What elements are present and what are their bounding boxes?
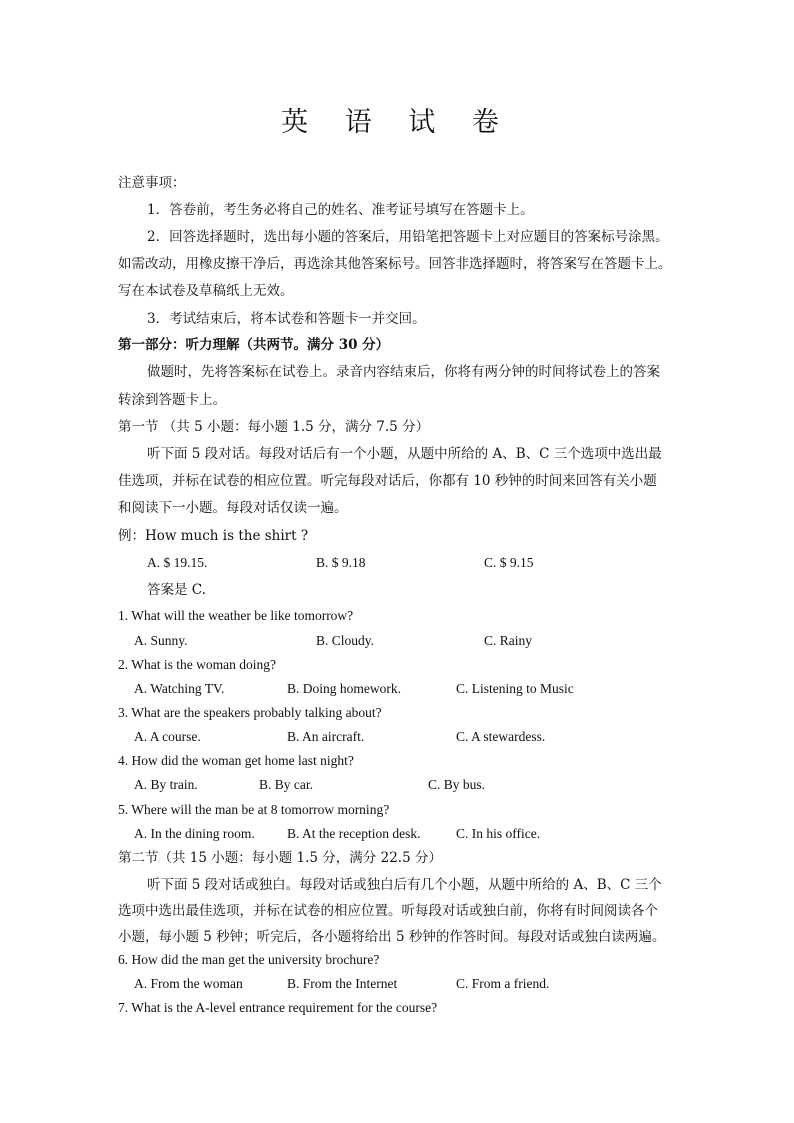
section1-description: 听下面 5 段对话。每段对话后有一个小题，从题中所给的 A、B、C 三个选项中选出最 xyxy=(147,446,662,462)
page-title: 英 语 试 卷 xyxy=(281,107,513,138)
question-2-option-a: A. Watching TV. xyxy=(134,681,225,696)
notice-heading: 注意事项： xyxy=(118,175,186,191)
section1-description-cont: 佳选项，并标在试卷的相应位置。听完每段对话后，你都有 10 秒钟的时间来回答有关小题 xyxy=(118,473,657,489)
example-answer: 答案是 C. xyxy=(147,582,206,598)
part1-description-cont: 转涂到答题卡上。 xyxy=(118,392,226,408)
notice-item-3: 3．考试结束后，将本试卷和答题卡一并交回。 xyxy=(147,311,426,327)
question-5-option-c: C. In his office. xyxy=(456,826,541,841)
question-5-option-b: B. At the reception desk. xyxy=(287,826,421,841)
notice-item-1: 1．答卷前，考生务必将自己的姓名、准考证号填写在答题卡上。 xyxy=(147,202,534,218)
section1-description-cont: 和阅读下一小题。每段对话仅读一遍。 xyxy=(118,500,348,516)
question-5: 5. Where will the man be at 8 tomorrow morning? xyxy=(118,802,390,817)
part1-heading: 第一部分：听力理解（共两节。满分 30 分） xyxy=(118,337,390,353)
question-6: 6. How did the man get the university brochure? xyxy=(118,952,380,967)
question-4-option-c: C. By bus. xyxy=(428,777,486,792)
section1-heading: 第一节 （共 5 小题：每小题 1.5 分，满分 7.5 分） xyxy=(118,419,430,435)
question-4-option-b: B. By car. xyxy=(259,777,313,792)
question-6-option-b: B. From the Internet xyxy=(287,976,398,991)
question-1-option-a: A. Sunny. xyxy=(134,633,188,648)
example-option-a: A. $ 19.15. xyxy=(147,555,208,570)
question-4: 4. How did the woman get home last night? xyxy=(118,753,354,768)
section2-description-cont: 小题，每小题 5 秒钟；听完后，各小题将给出 5 秒钟的作答时间。每段对话或独白读两遍。 xyxy=(118,929,666,945)
question-2-option-b: B. Doing homework. xyxy=(287,681,401,696)
section2-heading: 第二节（共 15 小题：每小题 1.5 分，满分 22.5 分） xyxy=(118,850,442,866)
question-3-option-b: B. An aircraft. xyxy=(287,729,365,744)
question-3-option-a: A. A course. xyxy=(134,729,201,744)
question-4-option-a: A. By train. xyxy=(134,777,198,792)
notice-item-2-cont: 写在本试卷及草稿纸上无效。 xyxy=(118,283,294,299)
question-1: 1. What will the weather be like tomorrow? xyxy=(118,608,354,623)
question-1-option-c: C. Rainy xyxy=(484,633,533,648)
example-option-b: B. $ 9.18 xyxy=(316,555,366,570)
section2-description-cont: 选项中选出最佳选项，并标在试卷的相应位置。听每段对话或独白前，你将有时间阅读各个 xyxy=(118,903,658,919)
question-3-option-c: C. A stewardess. xyxy=(456,729,546,744)
notice-item-2-cont: 如需改动，用橡皮擦干净后，再选涂其他答案标号。回答非选择题时，将答案写在答题卡上。 xyxy=(118,256,672,272)
question-2-option-c: C. Listening to Music xyxy=(456,681,574,696)
question-1-option-b: B. Cloudy. xyxy=(316,633,375,648)
question-7: 7. What is the A-level entrance requirement for the course? xyxy=(118,1000,438,1015)
section2-description: 听下面 5 段对话或独白。每段对话或独白后有几个小题，从题中所给的 A、B、C 三个 xyxy=(147,877,662,893)
part1-description: 做题时，先将答案标在试卷上。录音内容结束后，你将有两分钟的时间将试卷上的答案 xyxy=(147,364,660,380)
example-option-c: C. $ 9.15 xyxy=(484,555,534,570)
notice-item-2: 2．回答选择题时，选出每小题的答案后，用铅笔把答题卡上对应题目的答案标号涂黑。 xyxy=(147,229,669,245)
example-question: 例：How much is the shirt ? xyxy=(118,528,309,544)
question-6-option-c: C. From a friend. xyxy=(456,976,550,991)
question-6-option-a: A. From the woman xyxy=(134,976,243,991)
question-5-option-a: A. In the dining room. xyxy=(134,826,255,841)
question-2: 2. What is the woman doing? xyxy=(118,657,276,672)
question-3: 3. What are the speakers probably talking about? xyxy=(118,705,382,720)
